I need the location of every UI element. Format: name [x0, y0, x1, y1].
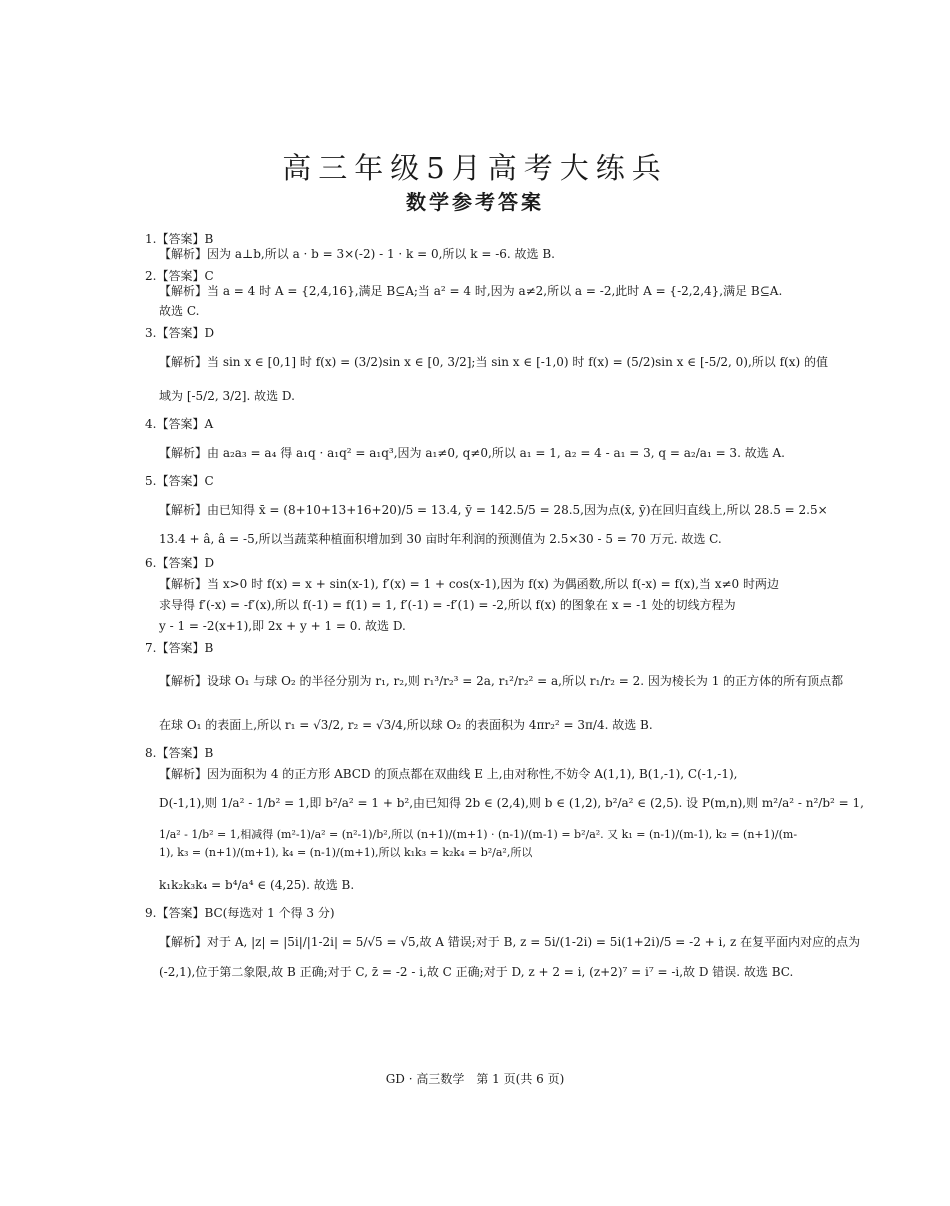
- q4-analysis: 【解析】由 a₂a₃ = a₄ 得 a₁q · a₁q² = a₁q³,因为 a₁≠0, q≠0,所以 a₁ = 1, a₂ = 4 - a₁ = 3, q = a₂/a₁ = 3. 故选 A.: [159, 446, 785, 460]
- q2-analysis-line2: 故选 C.: [159, 304, 200, 318]
- q7-answer: 7.【答案】B: [145, 641, 214, 655]
- page-footer: GD · 高三数学 第 1 页(共 6 页): [385, 1072, 565, 1086]
- q9-analysis-line2: (-2,1),位于第二象限,故 B 正确;对于 C, z̄ = -2 - i,故 C 正确;对于 D, z + 2 = i, (z+2)⁷ = i⁷ = -i,故 D 错误. 故选 BC.: [159, 965, 794, 979]
- q5-answer: 5.【答案】C: [145, 474, 214, 488]
- q6-analysis-line3: y - 1 = -2(x+1),即 2x + y + 1 = 0. 故选 D.: [159, 619, 406, 633]
- q3-answer: 3.【答案】D: [145, 326, 215, 340]
- q8-analysis-line2: D(-1,1),则 1/a² - 1/b² = 1,即 b²/a² = 1 + b²,由已知得 2b ∈ (2,4),则 b ∈ (1,2), b²/a² ∈ (2,5). 设 P(m,n),则 m²/a² - n²/b² = 1,: [159, 796, 864, 810]
- q6-analysis-line1: 【解析】当 x>0 时 f(x) = x + sin(x-1), f′(x) = 1 + cos(x-1),因为 f(x) 为偶函数,所以 f(-x) = f(x),当 x≠0 时两边: [159, 577, 780, 591]
- q7-analysis-line1: 【解析】设球 O₁ 与球 O₂ 的半径分别为 r₁, r₂,则 r₁³/r₂³ = 2a, r₁²/r₂² = a,所以 r₁/r₂ = 2. 因为棱长为 1 的正方体的所有顶点都: [159, 674, 844, 688]
- q9-answer: 9.【答案】BC(每选对 1 个得 3 分): [145, 906, 335, 920]
- q8-answer: 8.【答案】B: [145, 746, 214, 760]
- q2-analysis-line1: 【解析】当 a = 4 时 A = {2,4,16},满足 B⊆A;当 a² = 4 时,因为 a≠2,所以 a = -2,此时 A = {-2,2,4},满足 B⊆A.: [159, 284, 783, 298]
- answer-content: [145, 232, 864, 980]
- q9-analysis-line1: 【解析】对于 A, |z| = |5i|/|1-2i| = 5/√5 = √5,故 A 错误;对于 B, z = 5i/(1-2i) = 5i(1+2i)/5 = -2 + i, z 在复平面内对应的点为: [159, 935, 861, 949]
- q8-analysis-line1: 【解析】因为面积为 4 的正方形 ABCD 的顶点都在双曲线 E 上,由对称性,不妨令 A(1,1), B(1,-1), C(-1,-1),: [159, 767, 738, 781]
- q2-answer: 2.【答案】C: [145, 269, 214, 283]
- q4-answer: 4.【答案】A: [145, 417, 214, 431]
- q1-analysis: 【解析】因为 a⊥b,所以 a · b = 3×(-2) - 1 · k = 0,所以 k = -6. 故选 B.: [159, 247, 555, 261]
- q5-analysis-line2: 13.4 + â, â = -5,所以当蔬菜种植面积增加到 30 亩时年利润的预测值为 2.5×30 - 5 = 70 万元. 故选 C.: [159, 532, 722, 546]
- q1-answer: 1.【答案】B: [145, 232, 214, 246]
- q7-analysis-line2: 在球 O₁ 的表面上,所以 r₁ = √3/2, r₂ = √3/4,所以球 O₂ 的表面积为 4πr₂² = 3π/4. 故选 B.: [159, 718, 653, 732]
- q8-analysis-line3: 1/a² - 1/b² = 1,相减得 (m²-1)/a² = (n²-1)/b²,所以 (n+1)/(m+1) · (n-1)/(m-1) = b²/a². 又 k₁ = (n-1)/(m-1), k₂ = (n+1)/(m-1), k₃ = (n+1)/(m+1), k₄ = (n-1)/(m+1),所以 k₁k₃ = k₂k₄ = b²/a²,所以: [159, 828, 798, 859]
- document-subtitle: 数学参考答案: [406, 190, 544, 214]
- q5-analysis-line1: 【解析】由已知得 x̄ = (8+10+13+16+20)/5 = 13.4, ȳ = 142.5/5 = 28.5,因为点(x̄, ȳ)在回归直线上,所以 28.5 = 2.5×: [159, 503, 828, 517]
- q3-analysis-line2: 域为 [-5/2, 3/2]. 故选 D.: [159, 389, 295, 403]
- q6-analysis-line2: 求导得 f′(-x) = -f′(x),所以 f(-1) = f(1) = 1, f′(-1) = -f′(1) = -2,所以 f(x) 的图象在 x = -1 处的切线方程为: [159, 598, 736, 612]
- q8-analysis-line4: k₁k₂k₃k₄ = b⁴/a⁴ ∈ (4,25). 故选 B.: [159, 878, 355, 892]
- q6-answer: 6.【答案】D: [145, 556, 215, 570]
- document-title: 高三年级5月高考大练兵: [282, 151, 668, 185]
- q3-analysis-line1: 【解析】当 sin x ∈ [0,1] 时 f(x) = (3/2)sin x ∈ [0, 3/2];当 sin x ∈ [-1,0) 时 f(x) = (5/2)sin x ∈ [-5/2, 0),所以 f(x) 的值: [159, 355, 828, 369]
